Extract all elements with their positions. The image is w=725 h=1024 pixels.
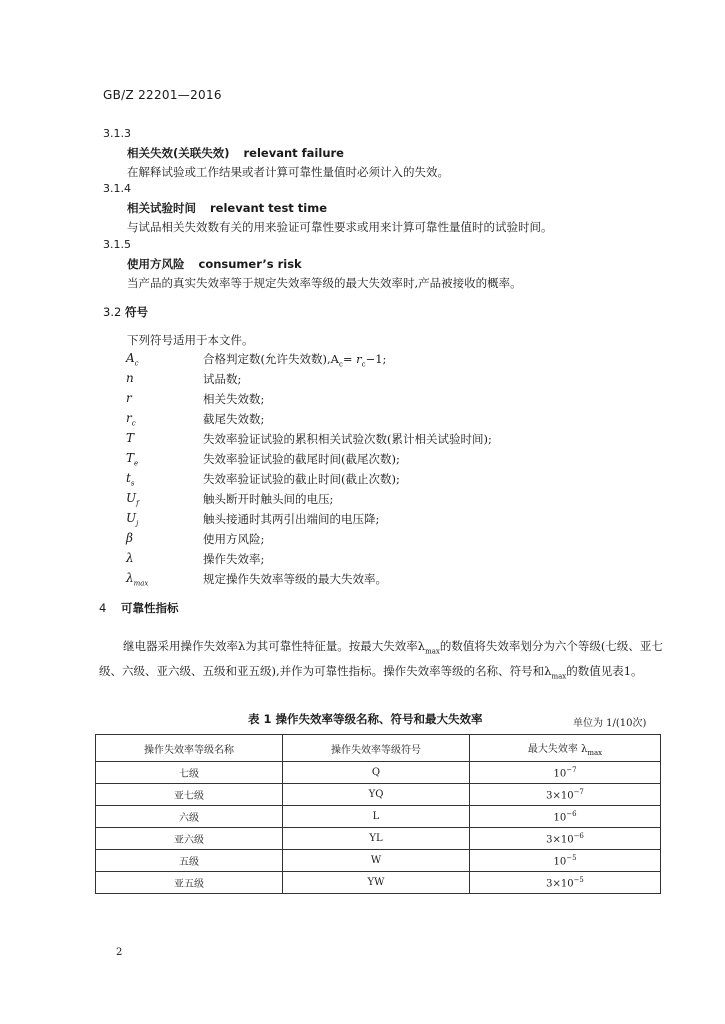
symbol-letter: n <box>126 371 134 385</box>
grade-symbol-cell: YL <box>283 828 470 850</box>
table-row <box>96 872 661 894</box>
page-number: 2 <box>116 947 123 958</box>
table-caption: 表 1 操作失效率等级名称、符号和最大失效率 <box>248 712 483 726</box>
term-en: relevant test time <box>210 201 328 215</box>
section-number: 3.2 <box>103 305 122 319</box>
term-en: relevant failure <box>243 146 344 160</box>
term-definition: 在解释试验或工作结果或者计算可靠性量值时必须计入的失效。 <box>127 165 449 179</box>
section-number: 4 <box>99 601 107 615</box>
grade-symbol-cell: Q <box>283 762 470 784</box>
symbol-letter: T <box>126 431 135 445</box>
term-number: 3.1.4 <box>103 182 131 195</box>
grade-symbol-cell: W <box>283 850 470 872</box>
standard-header: GB/Z 22201—2016 <box>103 88 222 102</box>
symbol <box>126 391 132 407</box>
symbol <box>126 571 148 587</box>
max-rate-cell: $3\times 10^{-7}$ <box>470 784 661 806</box>
symbol-definition: 失效率验证试验的截止时间(截止次数); <box>203 472 400 486</box>
term-title <box>127 145 344 161</box>
table-row <box>96 784 661 806</box>
grade-name-cell: 六级 <box>96 806 283 828</box>
section-heading <box>103 304 148 320</box>
failure-rate-table <box>95 734 661 894</box>
symbol-definition: 合格判定数(允许失效数)$,A_c= r_c-1$; <box>203 352 387 369</box>
symbol-letter: U <box>126 491 137 505</box>
term-title <box>127 200 327 216</box>
max-rate-cell: $10^{-6}$ <box>470 806 661 828</box>
symbol-definition: 截尾失效数; <box>203 412 265 426</box>
symbol-subscript: c <box>134 359 139 368</box>
max-rate-cell: $3\times 10^{-6}$ <box>470 828 661 850</box>
header-max-rate: 最大失效率 $\lambda_{max}$ <box>470 735 661 762</box>
table-unit: 单位为 1/(10次) <box>573 718 647 729</box>
table-row <box>96 806 661 828</box>
symbol-subscript: f <box>136 499 139 508</box>
term-en: consumer’s risk <box>198 257 302 271</box>
grade-name-cell: 亚五级 <box>96 872 283 894</box>
symbol-letter: t <box>126 471 131 485</box>
symbol-definition: 触头接通时其两引出端间的电压降; <box>203 512 380 526</box>
symbol-subscript: e <box>134 459 139 468</box>
term-number: 3.1.3 <box>103 127 131 140</box>
symbol-definition: 失效率验证试验的截尾时间(截尾次数); <box>203 452 400 466</box>
symbol-letter: U <box>126 511 137 525</box>
term-title <box>127 256 302 272</box>
grade-symbol-cell: YW <box>283 872 470 894</box>
header-grade-symbol: 操作失效率等级符号 <box>283 735 470 762</box>
symbol <box>126 531 133 547</box>
symbol <box>126 511 138 527</box>
symbol <box>126 431 134 447</box>
symbol-definition: 规定操作失效率等级的最大失效率。 <box>203 572 387 586</box>
term-cn: 相关失效(关联失效) <box>127 146 230 160</box>
symbol <box>126 551 134 567</box>
symbol-letter: β <box>126 531 133 545</box>
symbol-definition: 试品数; <box>203 372 242 386</box>
table-row <box>96 850 661 872</box>
term-cn: 使用方风险 <box>127 257 185 271</box>
section-heading <box>99 600 179 616</box>
grade-name-cell: 亚七级 <box>96 784 283 806</box>
section-title: 符号 <box>125 305 148 319</box>
symbol-subscript: s <box>130 479 135 488</box>
header-grade-name: 操作失效率等级名称 <box>96 735 283 762</box>
symbol-subscript: max <box>133 579 149 588</box>
symbol-definition: 使用方风险; <box>203 532 265 546</box>
symbol-subscript: c <box>131 419 136 428</box>
table-row <box>96 762 661 784</box>
symbol <box>126 471 134 487</box>
symbol-subscript: j <box>136 519 139 528</box>
term-definition: 与试品相关失效数有关的用来验证可靠性要求或用来计算可靠性量值时的试验时间。 <box>127 220 553 234</box>
max-rate-cell: $10^{-7}$ <box>470 762 661 784</box>
table-body <box>96 762 661 894</box>
symbols-intro: 下列符号适用于本文件。 <box>127 333 254 347</box>
term-definition: 当产品的真实失效率等于规定失效率等级的最大失效率时,产品被接收的概率。 <box>127 276 522 290</box>
symbol-letter: r <box>126 411 132 425</box>
symbol <box>126 491 139 507</box>
grade-name-cell: 五级 <box>96 850 283 872</box>
symbol-definition: 相关失效数; <box>203 392 265 406</box>
symbol-letter: λ <box>126 571 134 585</box>
symbol-letter: λ <box>126 551 134 565</box>
term-number: 3.1.5 <box>103 238 131 251</box>
symbol <box>126 351 139 367</box>
grade-name-cell: 七级 <box>96 762 283 784</box>
symbol <box>126 451 138 467</box>
symbol-definition: 操作失效率; <box>203 552 265 566</box>
symbol-letter: r <box>126 391 132 405</box>
reliability-paragraph: 继电器采用操作失效率λ为其可靠性特征量。按最大失效率$\lambda_{max}$的数值将失效率划分为六个等级(七级、亚七级、六级、亚六级、五级和亚五级),并作为可靠性指标。操作失效率等级的名称、符号和$\lambda_{max}$的数值见表1。 <box>99 639 663 681</box>
grade-symbol-cell: YQ <box>283 784 470 806</box>
symbol-letter: T <box>126 451 135 465</box>
grade-name-cell: 亚六级 <box>96 828 283 850</box>
max-rate-cell: $3\times 10^{-5}$ <box>470 872 661 894</box>
symbol <box>126 371 134 387</box>
grade-symbol-cell: L <box>283 806 470 828</box>
term-cn: 相关试验时间 <box>127 201 196 215</box>
section-title: 可靠性指标 <box>121 601 179 615</box>
symbol-letter: A <box>126 351 135 365</box>
table-row <box>96 828 661 850</box>
symbol-definition: 失效率验证试验的累积相关试验次数(累计相关试验时间); <box>203 432 492 446</box>
table-header-row <box>96 735 661 762</box>
symbol-definition: 触头断开时触头间的电压; <box>203 492 334 506</box>
max-rate-cell: $10^{-5}$ <box>470 850 661 872</box>
symbol <box>126 411 136 427</box>
